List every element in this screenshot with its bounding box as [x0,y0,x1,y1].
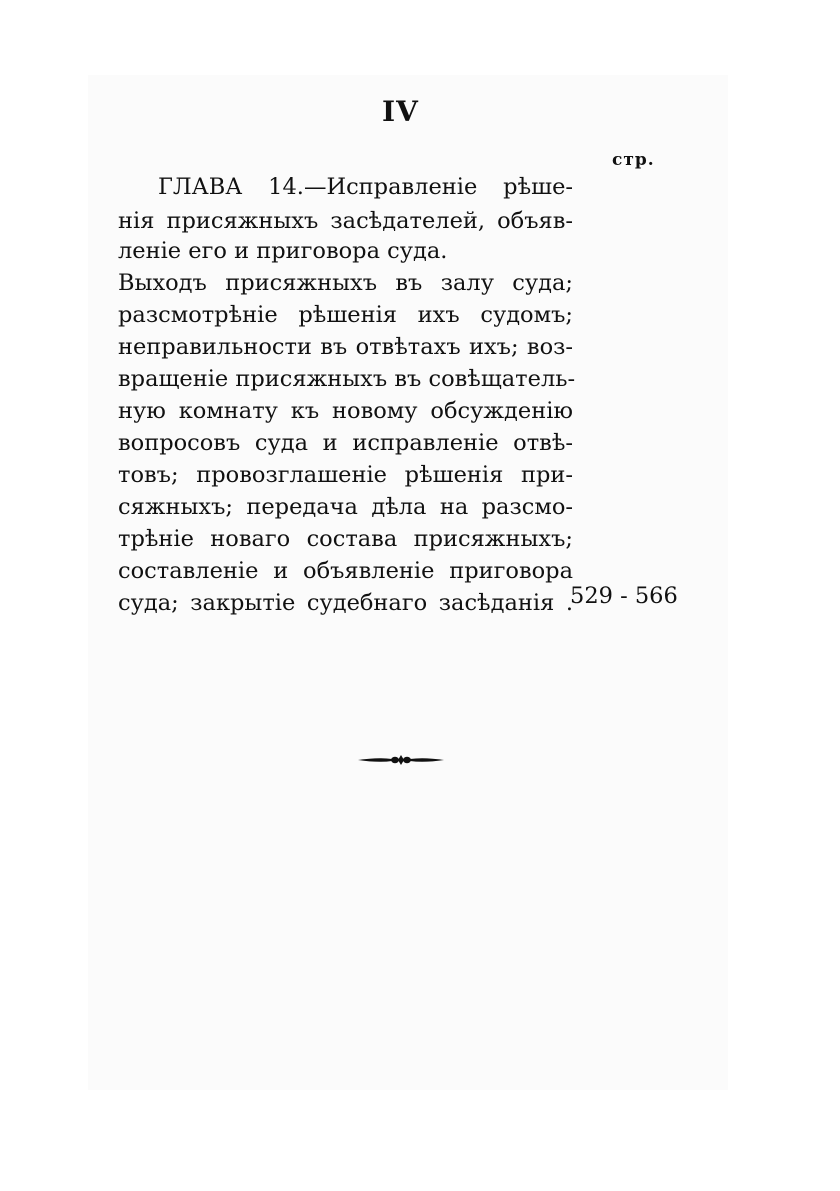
toc-line: вопросовъ суда и исправленіе отвѣ- [118,430,573,456]
toc-line: леніе его и приговора суда. [118,238,448,264]
typographic-divider-ornament-icon [358,750,444,770]
toc-line: сяжныхъ; передача дѣла на разсмо- [118,494,573,520]
toc-line: вращеніе присяжныхъ въ совѣщатель- [118,366,576,392]
page-number: IV [382,95,419,128]
toc-line: товъ; провозглашеніе рѣшенія при- [118,462,573,488]
toc-line: ную комнату къ новому обсужденію [118,398,573,424]
toc-line: разсмотрѣніе рѣшенія ихъ судомъ; [118,302,573,328]
toc-line: суда; закрытіе судебнаго засѣданія . [118,590,573,616]
toc-line: ГЛАВА 14.—Исправленіе рѣше- [158,174,573,200]
page-column-header: стр. [612,150,655,170]
toc-line: составленіе и объявленіе приговора [118,558,573,584]
toc-page-range: 529 - 566 [570,583,678,609]
toc-line: нія присяжныхъ засѣдателей, объяв- [118,208,573,234]
toc-line: Выходъ присяжныхъ въ залу суда; [118,270,573,296]
toc-line: неправильности въ отвѣтахъ ихъ; воз- [118,334,573,360]
toc-line: трѣніе новаго состава присяжныхъ; [118,526,573,552]
